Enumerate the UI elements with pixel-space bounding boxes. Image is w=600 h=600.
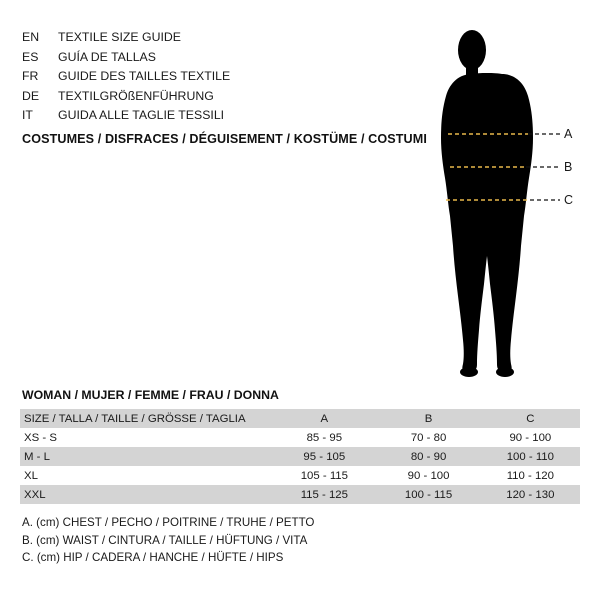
language-text-it: GUIDA ALLE TAGLIE TESSILI xyxy=(58,108,225,122)
language-text-de: TEXTILGRÖßENFÜHRUNG xyxy=(58,88,214,103)
measure-label-a: A xyxy=(564,127,573,141)
language-text-es: GUÍA DE TALLAS xyxy=(58,49,156,64)
table-header-b: B xyxy=(424,412,433,425)
language-code-it: IT xyxy=(22,108,33,122)
legend-line-b: B. (cm) WAIST / CINTURA / TAILLE / HÜFTUNG / VITA xyxy=(22,533,308,547)
table-row xyxy=(20,447,580,466)
language-row-es xyxy=(22,48,352,68)
measure-label-group xyxy=(400,18,580,378)
cell-c: 90 - 100 xyxy=(509,431,552,444)
table-row xyxy=(20,428,580,447)
cell-b: 70 - 80 xyxy=(410,431,447,444)
cell-b: 100 - 115 xyxy=(404,488,453,501)
language-text-en: TEXTILE SIZE GUIDE xyxy=(58,30,181,44)
language-row-en xyxy=(22,28,352,48)
cell-a: 95 - 105 xyxy=(303,450,346,463)
language-text-fr: GUIDE DES TAILLES TEXTILE xyxy=(58,69,231,83)
cell-a: 105 - 115 xyxy=(300,469,348,482)
size-table-section xyxy=(20,388,580,504)
legend-line-c: C. (cm) HIP / CADERA / HANCHE / HÜFTE / HIPS xyxy=(22,551,284,564)
legend-line-a: A. (cm) CHEST / PECHO / POITRINE / TRUHE / PETTO xyxy=(22,516,315,529)
language-code-es: ES xyxy=(22,49,39,64)
table-row xyxy=(20,466,580,485)
language-list xyxy=(22,28,352,126)
table-row xyxy=(20,485,580,504)
table-header-size: SIZE / TALLA / TAILLE / GRÖSSE / TAGLIA xyxy=(24,412,246,425)
language-row-it xyxy=(22,106,352,126)
language-row-fr xyxy=(22,67,352,87)
measure-label-c: C xyxy=(564,193,574,207)
cell-b: 90 - 100 xyxy=(407,469,450,482)
measurement-legend xyxy=(22,514,422,567)
size-table xyxy=(20,409,580,504)
cell-c: 100 - 110 xyxy=(506,450,554,463)
cell-size: M - L xyxy=(24,450,50,463)
cell-c: 110 - 120 xyxy=(506,469,554,482)
cell-size: XS - S xyxy=(24,431,57,444)
table-header-a: A xyxy=(320,412,329,425)
costumes-title: COSTUMES / DISFRACES / DÉGUISEMENT / KOSTÜME / COSTUMI xyxy=(22,132,427,146)
language-code-fr: FR xyxy=(22,69,39,83)
female-figure xyxy=(400,18,580,378)
cell-size: XL xyxy=(24,469,38,482)
table-header-c: C xyxy=(526,412,535,425)
language-row-de xyxy=(22,87,352,107)
cell-a: 85 - 95 xyxy=(306,431,343,444)
table-heading: WOMAN / MUJER / FEMME / FRAU / DONNA xyxy=(22,388,279,402)
measure-label-b: B xyxy=(564,160,573,174)
cell-size: XXL xyxy=(24,488,46,501)
cell-b: 80 - 90 xyxy=(410,450,447,463)
cell-a: 115 - 125 xyxy=(300,488,348,501)
language-code-de: DE xyxy=(22,88,40,103)
cell-c: 120 - 130 xyxy=(506,488,555,501)
language-code-en: EN xyxy=(22,30,40,44)
table-header-row xyxy=(20,409,580,428)
